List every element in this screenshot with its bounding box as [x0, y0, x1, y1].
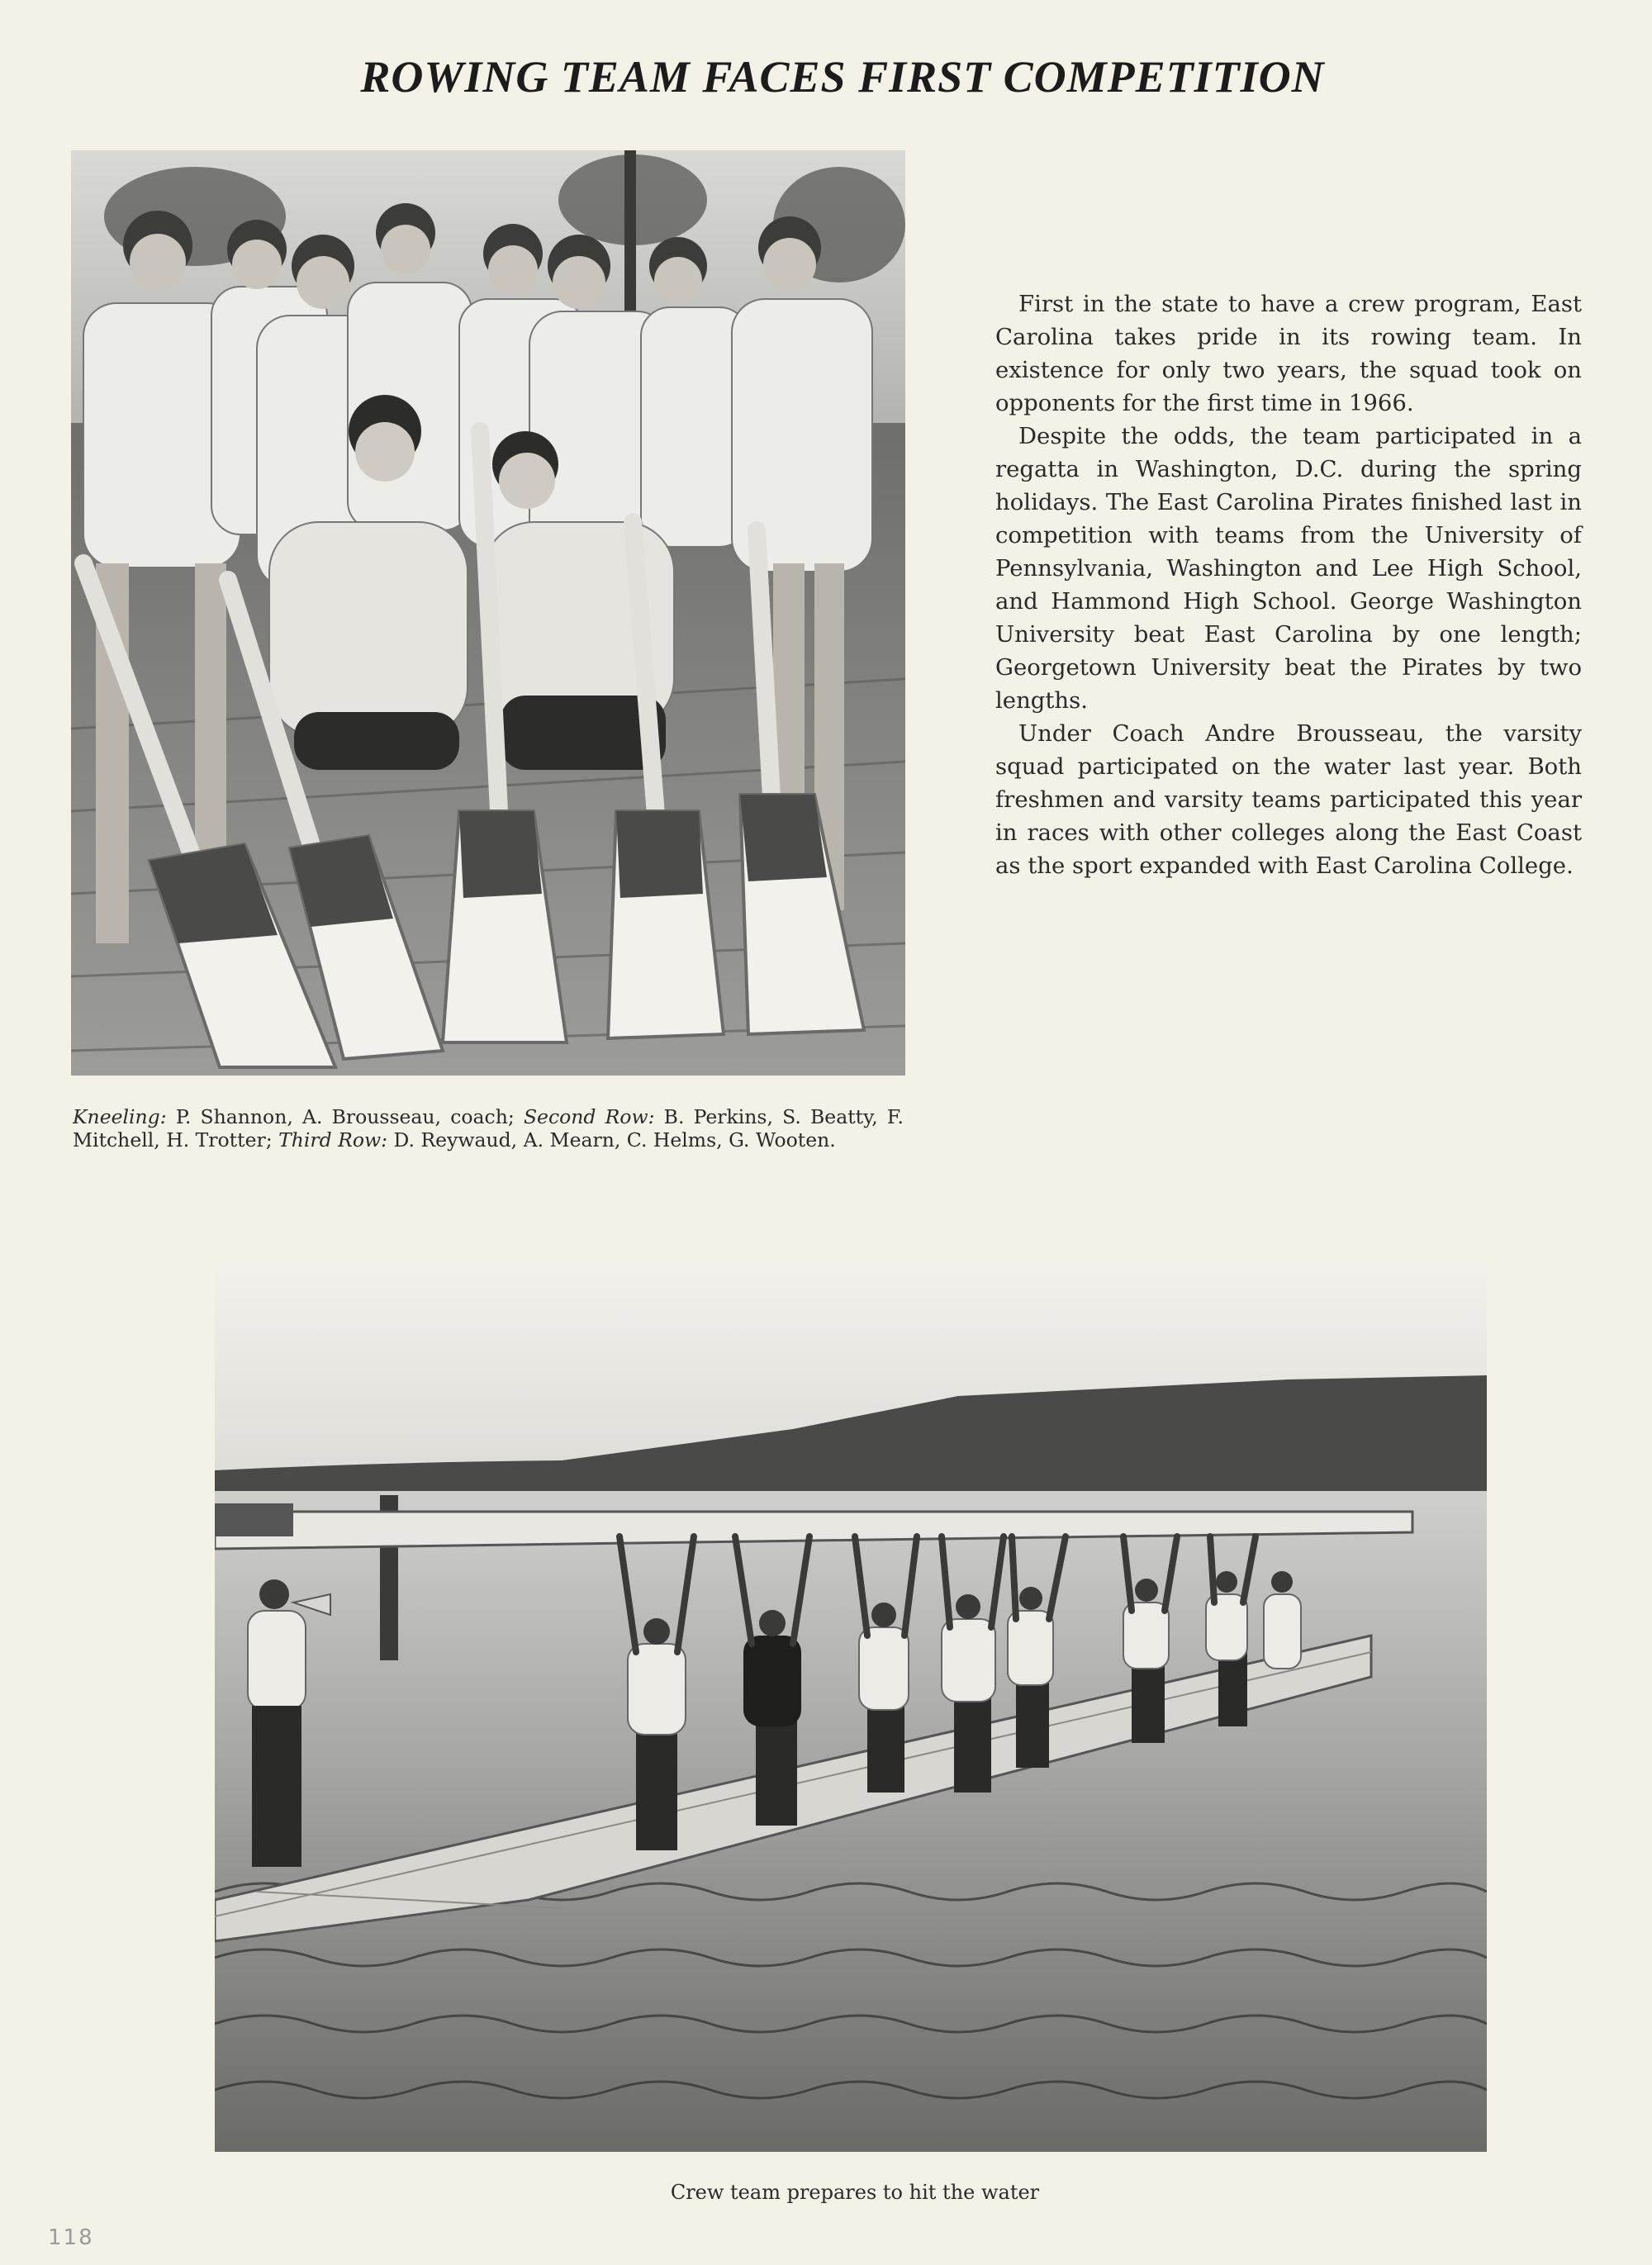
caption-names-second-row: B. Perkins, S. Beatty, F. Mitchell, H. Trotter;	[73, 1105, 904, 1151]
page-title: ROWING TEAM FACES FIRST COMPETITION	[360, 52, 1325, 102]
team-photo-image	[71, 150, 905, 1076]
article-paragraph: Under Coach Andre Brousseau, the varsity squad participated on the water last year. Both freshmen and varsity teams participated this year in races with other colleges along the East Coast as the sport expanded with East Carolina College.	[995, 720, 1582, 879]
page-number: 118	[48, 2225, 94, 2250]
crew-photo	[215, 1264, 1487, 2152]
caption-label-kneeling: Kneeling:	[73, 1105, 167, 1128]
crew-photo-image	[215, 1264, 1487, 2152]
caption-names-kneeling: P. Shannon, A. Brousseau, coach;	[166, 1105, 524, 1128]
caption-label-third-row: Third Row:	[278, 1128, 388, 1151]
caption-names-third-row: D. Reywaud, A. Mearn, C. Helms, G. Wooten.	[387, 1128, 836, 1151]
article-body	[995, 287, 1582, 882]
article-paragraph: First in the state to have a crew program, East Carolina takes pride in its rowing team. In existence for only two years, the squad took on opponents for the first time in 1966.	[995, 291, 1582, 416]
team-photo-caption	[73, 1105, 904, 1151]
caption-label-second-row: Second Row:	[523, 1105, 655, 1128]
crew-photo-caption: Crew team prepares to hit the water	[670, 2181, 1040, 2204]
team-photo	[71, 150, 905, 1076]
article-paragraph: Despite the odds, the team participated in a regatta in Washington, D.C. during the spring holidays. The East Carolina Pirates finished last in competition with teams from the University of Pennsylvania, Washington and Lee High School, and Hammond High School. George Washington University beat East Carolina by one length; Georgetown University beat the Pirates by two lengths.	[995, 423, 1582, 714]
